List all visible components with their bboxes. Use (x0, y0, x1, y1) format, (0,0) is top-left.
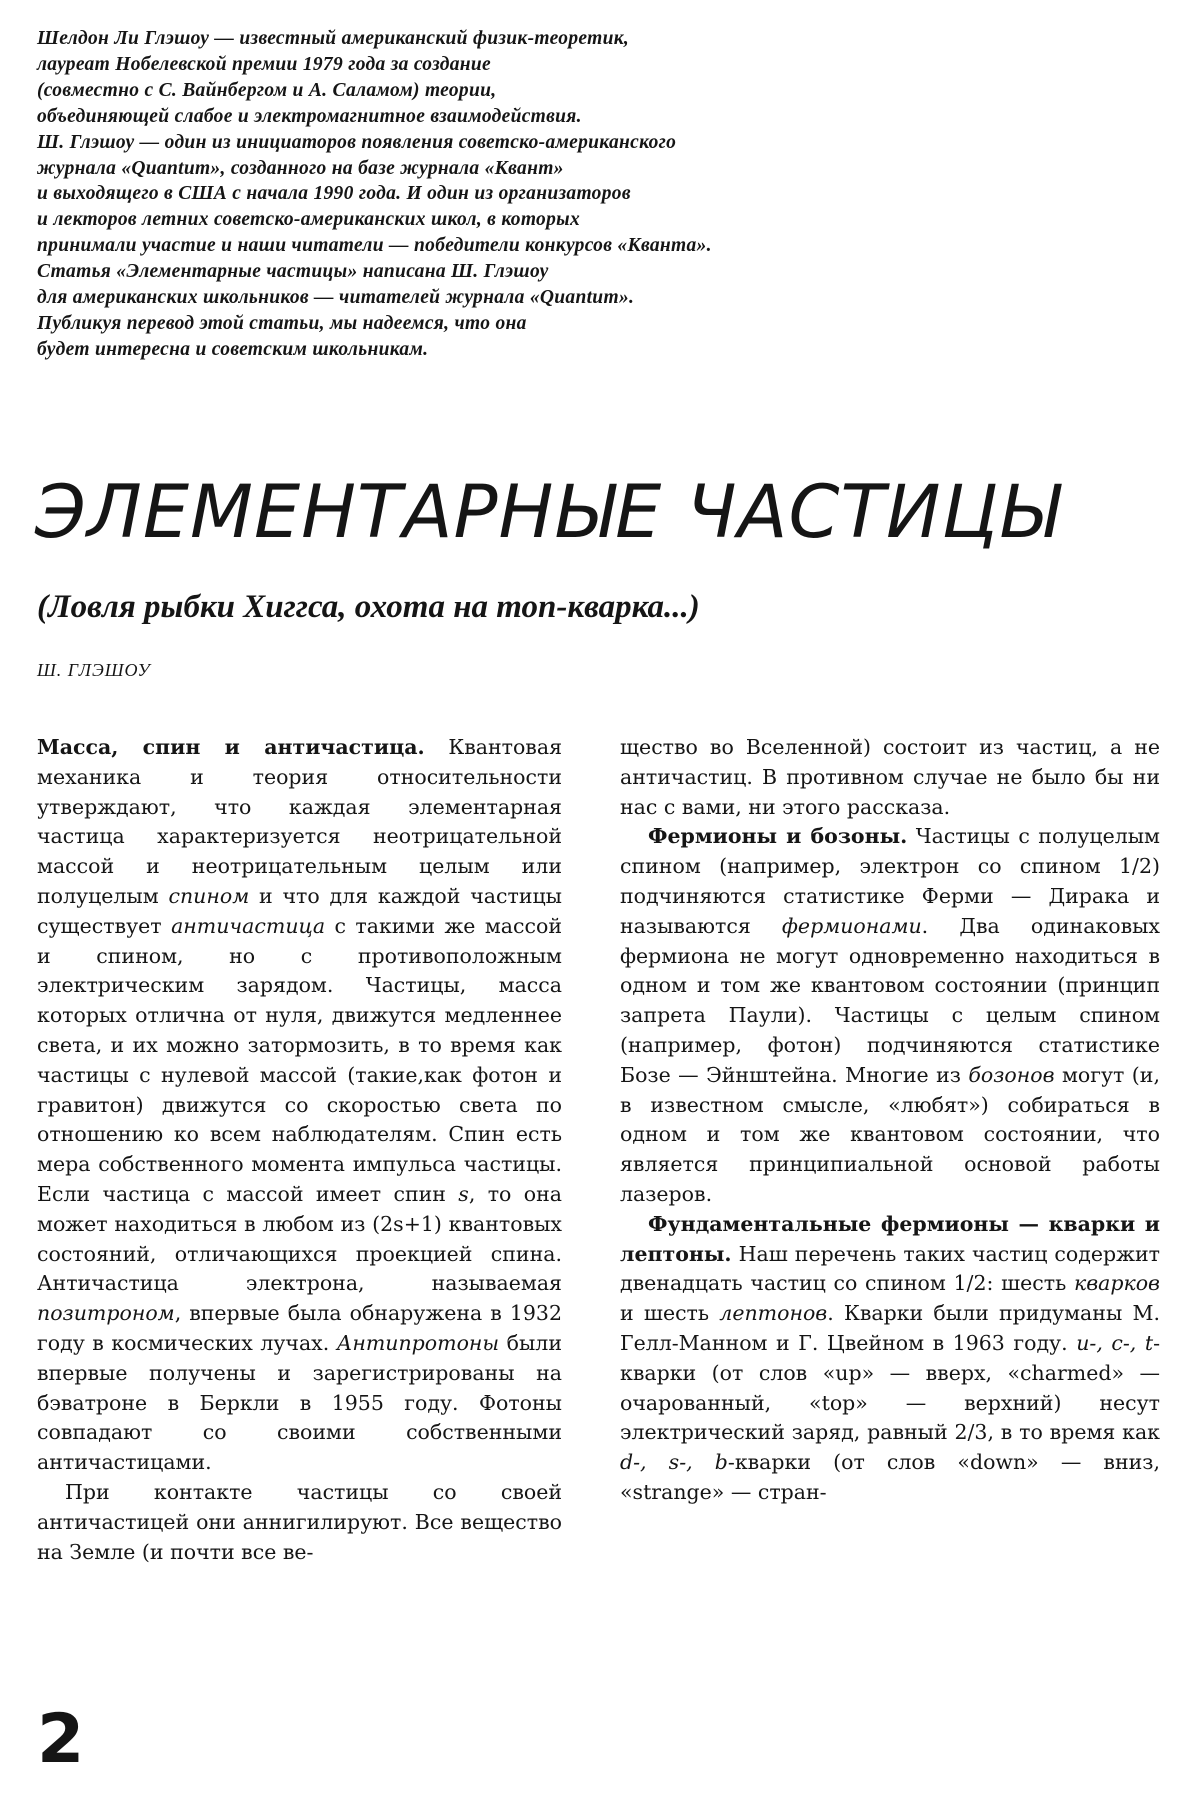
section-heading: Фермионы и бозоны. (648, 824, 908, 849)
text-run: Наш перечень таких частиц содержит двенадцать частиц со спином 1/2: шесть (620, 1241, 1160, 1296)
section-heading: Фундаментальные фермионы — кварки и лептоны. (620, 1211, 1160, 1266)
term: позитроном (37, 1301, 175, 1326)
term: u-, c-, t (1076, 1330, 1154, 1355)
right-column (620, 733, 1160, 1508)
text-run: . Два одинаковых фермиона не могут одновременно находиться в одном и том же квантовом состоянии (принцип запрета Паули). Частицы с целым спином (например, фотон) подчиняются статистике Бозе — Эйнштейна. Многие из (620, 913, 1160, 1087)
term: фермионами (781, 913, 922, 938)
text-run: -кварки (от слов «up» — вверх, «charmed» — очарованный, «top» — верхний) несут электрический заряд, равный 2/3, в то время как (620, 1330, 1161, 1445)
text-run: с такими же массой и спином, но с противоположным электрическим зарядом. Частицы, масса которых отлична от нуля, движутся медленнее света, и их можно затормозить, в то время как частицы с нулевой массой (такие,как фотон и гравитон) движутся со скоростью света по отношению ко всем наблюдателям. Спин есть мера собственного момента импульса частицы. Если частица с массой имеет спин (37, 913, 562, 1206)
term: s (458, 1181, 469, 1206)
text-run: были впервые получены и зарегистрированы на бэватроне в Беркли в 1955 году. Фотоны совпадают со своими собственными античастицами. (37, 1330, 562, 1475)
text-run: и что для каждой частицы существует (37, 883, 562, 938)
intro-note (37, 26, 997, 363)
article-title: ЭЛЕМЕНТАРНЫЕ ЧАСТИЦЫ (35, 470, 1061, 555)
text-run: . Кварки были придуманы М. Гелл-Манном и Г. Цвейном в 1963 году. (620, 1301, 1160, 1355)
text-run: , то она может находиться в любом из (2s+1) квантовых состояний, отличающихся проекцией спина. Античастица электрона, называемая (37, 1181, 562, 1296)
paragraph-fermions-bosons (620, 822, 1160, 1209)
section-heading: Масса, спин и античастица. (37, 735, 425, 759)
article-author: Ш. ГЛЭШОУ (37, 660, 151, 680)
term: Антипротоны (336, 1330, 500, 1355)
intro-line: Ш. Глэшоу — один из инициаторов появления советско-американского (37, 131, 677, 153)
intro-line: и выходящего в США с начала 1990 года. И один из организаторов (37, 183, 631, 205)
intro-line: (совместно с С. Вайнбергом и А. Саламом) теории, (37, 79, 497, 101)
intro-line: будет интересна и советским школьникам. (37, 338, 429, 360)
term: спином (168, 883, 250, 908)
term: d-, s-, b (620, 1450, 728, 1475)
page-number: 2 (37, 1700, 85, 1779)
paragraph-quarks-leptons (620, 1210, 1160, 1508)
text-run: Квантовая механика и теория относительности утверждают, что каждая элементарная частица характеризуется неотрицательной массой и неотрицательным целым или полуцелым (37, 735, 563, 908)
intro-line: для американских школьников — читателей журнала «Quantum». (37, 287, 635, 309)
text-run: -кварки (от слов «down» — вниз, «strange» — стран- (620, 1450, 1160, 1504)
intro-line: журнала «Quantum», созданного на базе журнала «Квант» (37, 157, 564, 179)
term: кварков (1073, 1271, 1160, 1296)
text-run: могут (и, в известном смысле, «любят») собираться в одном и том же квантовом состоянии, что является принципиальной основой работы лазеров. (620, 1062, 1160, 1206)
intro-line: объединяющей слабое и электромагнитное взаимодействия. (37, 105, 582, 127)
text-run: , впервые была обнаружена в 1932 году в космических лучах. (37, 1301, 562, 1355)
article-subtitle: (Ловля рыбки Хиггса, охота на топ-кварка...) (37, 589, 700, 625)
intro-line: лауреат Нобелевской премии 1979 года за создание (37, 53, 491, 75)
term: лептонов (719, 1301, 828, 1326)
intro-line: и лекторов летних советско-американских школ, в которых (37, 209, 581, 231)
paragraph-mass-spin (37, 733, 562, 1478)
text-run: Частицы с полуцелым спином (например, электрон со спином 1/2) подчиняются статистике Ферми — Дирака и называются (620, 824, 1160, 938)
intro-line: Шелдон Ли Глэшоу — известный американский физик-теоретик, (37, 28, 630, 49)
intro-line: Публикуя перевод этой статьи, мы надеемся, что она (37, 312, 527, 334)
paragraph-annihilation: При контакте частицы со своей античастицей они аннигилируют. Все вещество на Земле (и почти все ве- (37, 1479, 562, 1564)
paragraph-continuation: щество во Вселенной) состоит из частиц, а не античастиц. В противном случае не было бы ни нас с вами, ни этого рассказа. (620, 735, 1160, 819)
intro-line: Статья «Элементарные частицы» написана Ш. Глэшоу (37, 261, 549, 283)
text-run: и шесть (620, 1301, 720, 1326)
intro-line: принимали участие и наши читатели — победители конкурсов «Кванта». (37, 235, 712, 257)
left-column (37, 733, 562, 1567)
term: бозонов (968, 1062, 1055, 1087)
term: античастица (171, 913, 326, 938)
